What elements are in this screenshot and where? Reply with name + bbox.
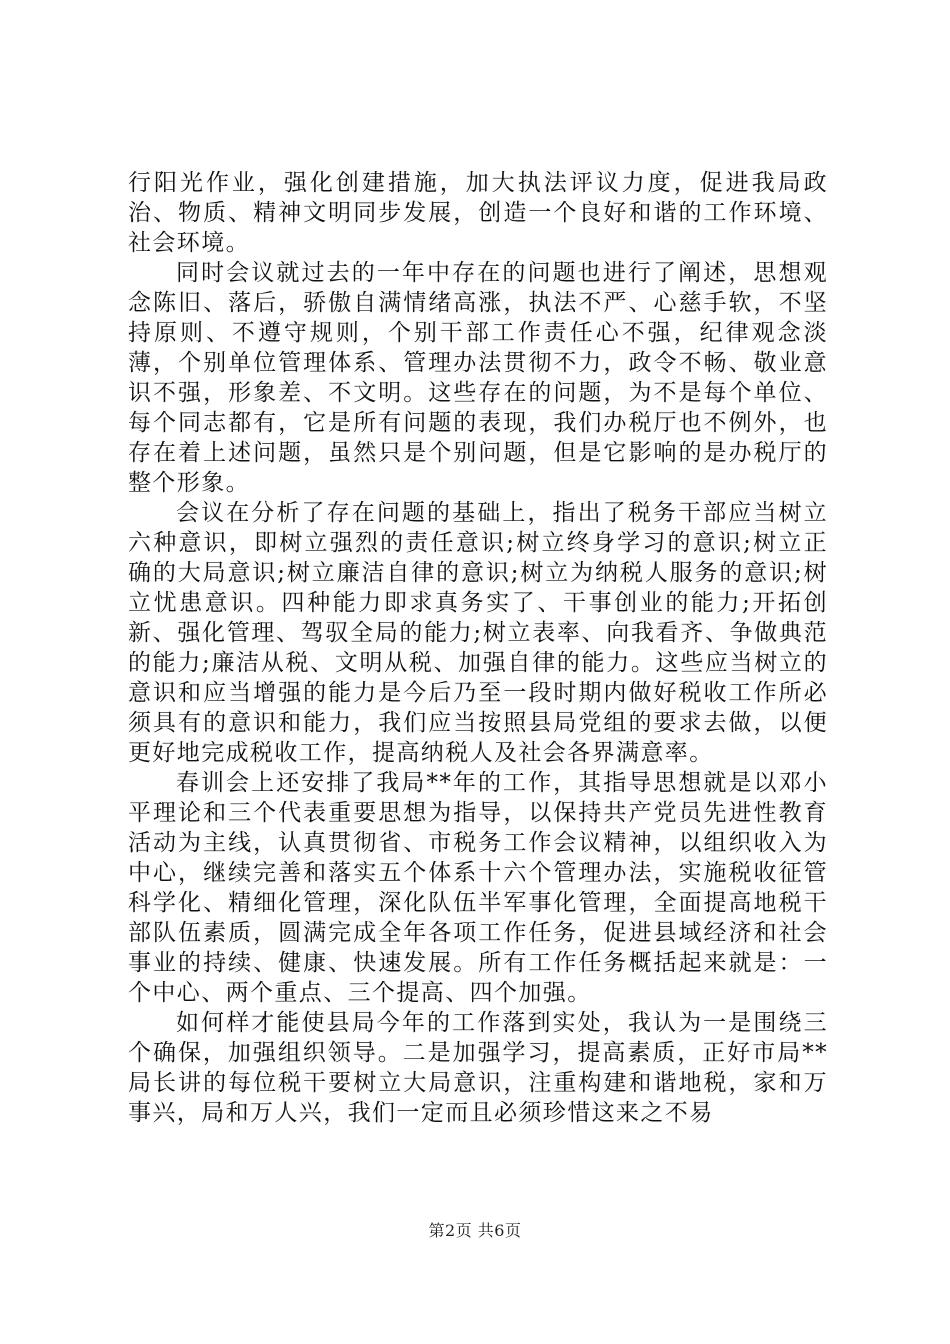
page-number-footer: 第2页 共6页 xyxy=(428,1221,522,1240)
paragraph-work-arrangement: 春训会上还安排了我局**年的工作，其指导思想就是以邓小平理论和三个代表重要思想为指导，以保持共产党员先进性教育活动为主线，认真贯彻省、市税务工作会议精神，以组织收入为中心，继续完善和落实五个体系十六个管理办法，实施税收征管科学化、精细化管理，深化队伍半军事化管理，全面提高地税干部队伍素质，圆满完成全年各项工作任务，促进县域经济和社会事业的持续、健康、快速发展。所有工作任务概括起来就是：一个中心、两个重点、三个提高、四个加强。 xyxy=(128,770,828,1006)
document-body xyxy=(128,168,828,1128)
paragraph-awareness-abilities: 会议在分析了存在问题的基础上，指出了税务干部应当树立六种意识，即树立强烈的责任意识;树立终身学习的意识;树立正确的大局意识;树立廉洁自律的意识;树立为纳税人服务的意识;树立忧患意识。四种能力即求真务实了、干事创业的能力;开拓创新、强化管理、驾驭全局的能力;树立表率、向我看齐、争做典范的能力;廉洁从税、文明从税、加强自律的能力。这些应当树立的意识和应当增强的能力是今后乃至一段时期内做好税收工作所必须具有的意识和能力，我们应当按照县局党组的要求去做，以便更好地完成税收工作，提高纳税人及社会各界满意率。 xyxy=(128,500,828,766)
paragraph-implementation: 如何样才能使县局今年的工作落到实处，我认为一是围绕三个确保，加强组织领导。二是加强学习，提高素质，正好市局**局长讲的每位税干要树立大局意识，注重构建和谐地税，家和万事兴，局和万人兴，我们一定而且必须珍惜这来之不易 xyxy=(128,1010,828,1126)
paragraph-continuation: 行阳光作业，强化创建措施，加大执法评议力度，促进我局政治、物质、精神文明同步发展，创造一个良好和谐的工作环境、社会环境。 xyxy=(128,170,828,256)
paragraph-problems: 同时会议就过去的一年中存在的问题也进行了阐述，思想观念陈旧、落后，骄傲自满情绪高涨，执法不严、心慈手软，不坚持原则、不遵守规则，个别干部工作责任心不强，纪律观念淡薄，个别单位管理体系、管理办法贯彻不力，政令不畅、敬业意识不强，形象差、不文明。这些存在的问题，为不是每个单位、每个同志都有，它是所有问题的表现，我们办税厅也不例外，也存在着上述问题，虽然只是个别问题，但是它影响的是办税厅的整个形象。 xyxy=(128,260,828,496)
